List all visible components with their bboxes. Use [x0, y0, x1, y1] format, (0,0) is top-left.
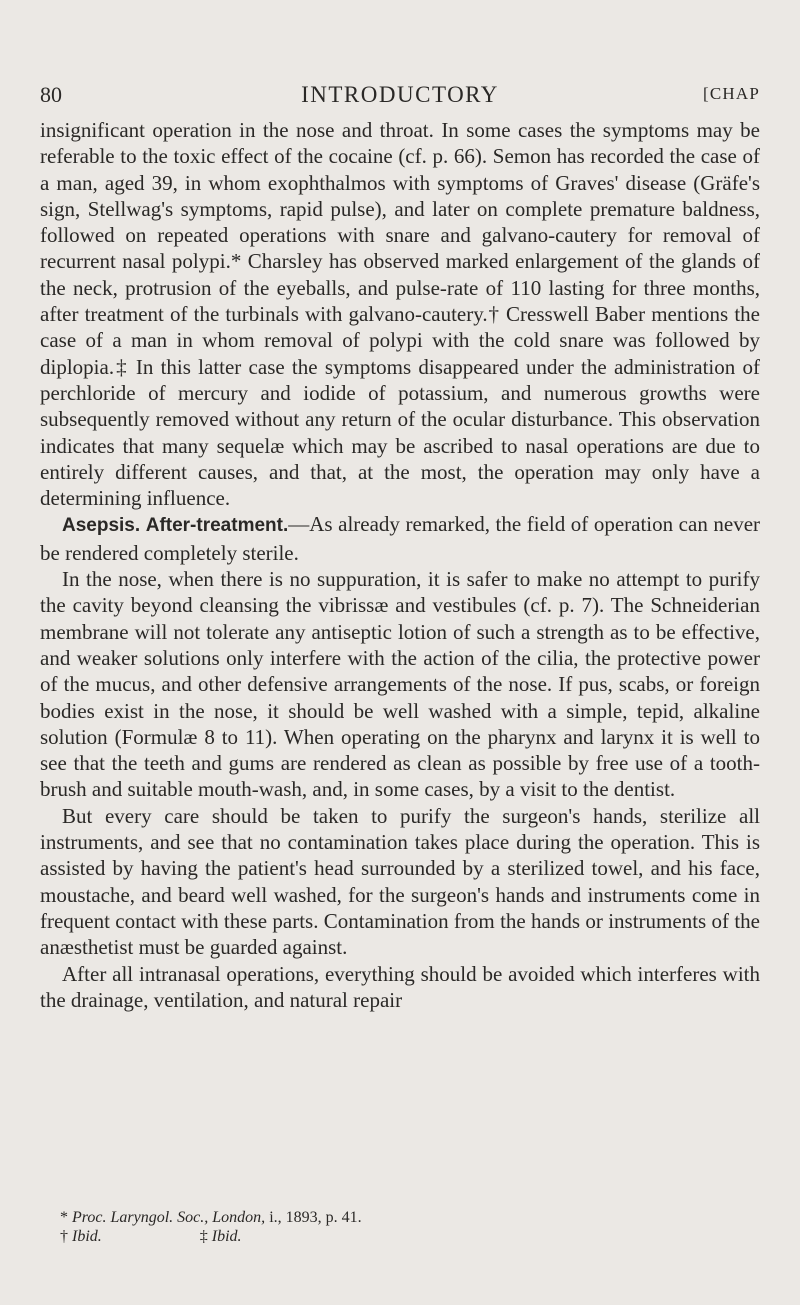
footnote-detail: i., 1893, p. 41. — [269, 1209, 362, 1226]
footnote-mark: * — [60, 1209, 68, 1226]
footnote-1 — [40, 1208, 760, 1227]
section-heading-asepsis: Asepsis. — [62, 515, 141, 537]
paragraph-cocaine-toxicity: insignificant operation in the nose and throat. In some cases the symptoms may be referable to the toxic effect of the cocaine (cf. p. 66). Semon has recorded the case of a man, aged 39, in whom exophthalmos with symptoms of Graves' disease (Gräfe's sign, Stellwag's symptoms, rapid pulse), and later on complete premature baldness, followed on repeated operations with snare and galvano-cautery for removal of recurrent nasal polypi.* Charsley has observed marked enlargement of the glands of the neck, protrusion of the eyeballs, and pulse-rate of 110 lasting for three months, after treatment of the turbinals with galvano-cautery.† Cresswell Baber mentions the case of a man in whom removal of polypi with the cold snare was followed by diplopia.‡ In this latter case the symptoms disappeared under the administration of perchloride of mercury and iodide of potassium, and numerous growths were subsequently removed without any return of the ocular disturbance. This observation indicates that many sequelæ which may be ascribed to nasal operations are due to entirely different causes, and that, at the most, the operation may only have a determining influence. — [40, 118, 760, 511]
page-number: 80 — [40, 82, 62, 107]
footnote-source: Proc. Laryngol. Soc., London, — [72, 1209, 266, 1226]
paragraph-intranasal: After all intranasal operations, everything should be avoided which interferes with the drainage, ventilation, and natural repair — [40, 961, 760, 1012]
paragraph-asepsis — [40, 511, 760, 566]
paragraph-surgeon-hands: But every care should be taken to purify the surgeon's hands, sterilize all instruments, and see that no contamination takes place during the operation. This is assisted by having the patient's head surrounded by a sterilized towel, and his face, moustache, and beard well washed, for the surgeon's hands and instruments come in frequent contact with these parts. Contamination from the hands or instruments of the anæsthetist must be guarded against. — [40, 803, 760, 960]
footnotes — [40, 1208, 760, 1246]
page-header — [40, 82, 760, 112]
footnote-2-3 — [40, 1227, 760, 1246]
footnote-source: Ibid. — [211, 1228, 242, 1245]
running-title: INTRODUCTORY — [301, 82, 499, 107]
section-heading-after-treatment: After-treatment. — [145, 515, 289, 537]
footnote-source: Ibid. — [72, 1228, 102, 1245]
paragraph-asepsis-text: —As already remarked, the field of operation can never be rendered completely sterile. — [40, 512, 761, 565]
footnote-mark: ‡ — [199, 1228, 208, 1245]
footnote-mark: † — [60, 1228, 68, 1245]
body-text — [40, 117, 760, 1013]
chapter-label: [CHAP — [702, 84, 760, 103]
paragraph-nose-cleansing: In the nose, when there is no suppuration, it is safer to make no attempt to purify the cavity beyond cleansing the vibrissæ and vestibules (cf. p. 7). The Schneiderian membrane will not tolerate any antiseptic lotion of such a strength as to be effective, and weaker solutions only interfere with the action of the cilia, the protective power of the mucus, and other defensive arrangements of the nose. If pus, scabs, or foreign bodies exist in the nose, it should be well washed with a simple, tepid, alkaline solution (Formulæ 8 to 11). When operating on the pharynx and larynx it is well to see that the teeth and gums are rendered as clean as possible by free use of a tooth-brush and suitable mouth-wash, and, in some cases, by a visit to the dentist. — [40, 567, 760, 802]
